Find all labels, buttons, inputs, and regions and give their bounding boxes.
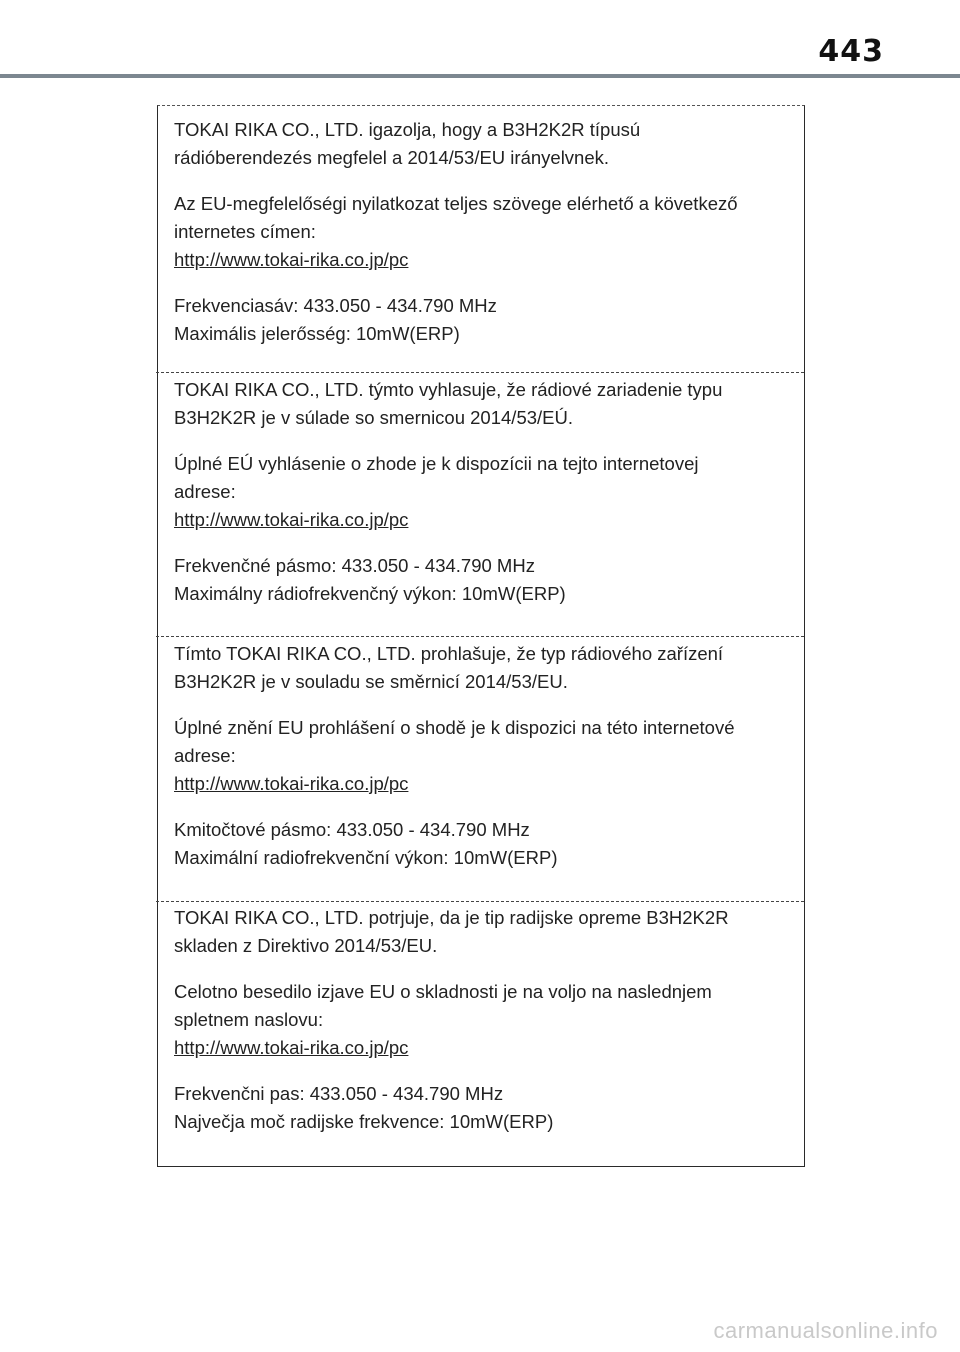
frequency-band: Frekvenčné pásmo: 433.050 - 434.790 MHz [174,555,535,576]
radio-specs [174,292,788,348]
section-divider [156,636,804,637]
frequency-band: Kmitočtové pásmo: 433.050 - 434.790 MHz [174,819,530,840]
statement-line-2: B3H2K2R je v súlade so smernicou 2014/53/EÚ. [174,407,573,428]
statement-line-1: TOKAI RIKA CO., LTD. potrjuje, da je tip radijske opreme B3H2K2R [174,907,729,928]
declaration-url-link[interactable]: http://www.tokai-rika.co.jp/pc [174,1037,409,1058]
statement-line-2: skladen z Direktivo 2014/53/EU. [174,935,438,956]
statement-line-2: B3H2K2R je v souladu se směrnicí 2014/53/EU. [174,671,568,692]
availability-line-2: spletnem naslovu: [174,1009,324,1030]
availability-line-1: Úplné EÚ vyhlásenie o zhode je k dispozícii na tejto internetovej [174,453,699,474]
max-power: Največja moč radijske frekvence: 10mW(ERP) [174,1111,554,1132]
section-divider [156,372,804,373]
declaration-url-link[interactable]: http://www.tokai-rika.co.jp/pc [174,773,409,794]
declaration-slovenian [174,904,788,1136]
section-divider [156,901,804,902]
watermark: carmanualsonline.info [713,1318,938,1343]
availability-line-1: Celotno besedilo izjave EU o skladnosti je na voljo na naslednjem [174,981,712,1002]
page-number: 443 [818,34,884,69]
frequency-band: Frekvenčni pas: 433.050 - 434.790 MHz [174,1083,504,1104]
declaration-url-link[interactable]: http://www.tokai-rika.co.jp/pc [174,509,409,530]
radio-specs [174,1080,788,1136]
statement-line-1: Tímto TOKAI RIKA CO., LTD. prohlašuje, že typ rádiového zařízení [174,643,724,664]
max-power: Maximális jelerősség: 10mW(ERP) [174,323,460,344]
statement-line-2: rádióberendezés megfelel a 2014/53/EU irányelvnek. [174,147,610,168]
radio-specs [174,552,788,608]
max-power: Maximálny rádiofrekvenčný výkon: 10mW(ERP) [174,583,566,604]
frequency-band: Frekvenciasáv: 433.050 - 434.790 MHz [174,295,497,316]
declaration-text-availability [174,190,788,274]
declaration-statement [174,116,788,172]
declaration-text-availability [174,978,788,1062]
statement-line-1: TOKAI RIKA CO., LTD. týmto vyhlasuje, že rádiové zariadenie typu [174,379,723,400]
availability-line-1: Az EU-megfelelőségi nyilatkozat teljes szövege elérhető a következő [174,193,738,214]
scanned-declaration-box [157,105,805,1167]
max-power: Maximální radiofrekvenční výkon: 10mW(ERP) [174,847,558,868]
header-rule [0,74,960,78]
availability-line-2: internetes címen: [174,221,316,242]
availability-line-2: adrese: [174,481,236,502]
declaration-statement [174,640,788,696]
declaration-slovak [174,376,788,608]
statement-line-1: TOKAI RIKA CO., LTD. igazolja, hogy a B3H2K2R típusú [174,119,641,140]
declaration-url-link[interactable]: http://www.tokai-rika.co.jp/pc [174,249,409,270]
availability-line-2: adrese: [174,745,236,766]
declaration-statement [174,904,788,960]
declaration-text-availability [174,450,788,534]
declaration-hungarian [174,116,788,348]
radio-specs [174,816,788,872]
declaration-czech [174,640,788,872]
declaration-text-availability [174,714,788,798]
availability-line-1: Úplné znění EU prohlášení o shodě je k dispozici na této internetové [174,717,735,738]
declaration-statement [174,376,788,432]
